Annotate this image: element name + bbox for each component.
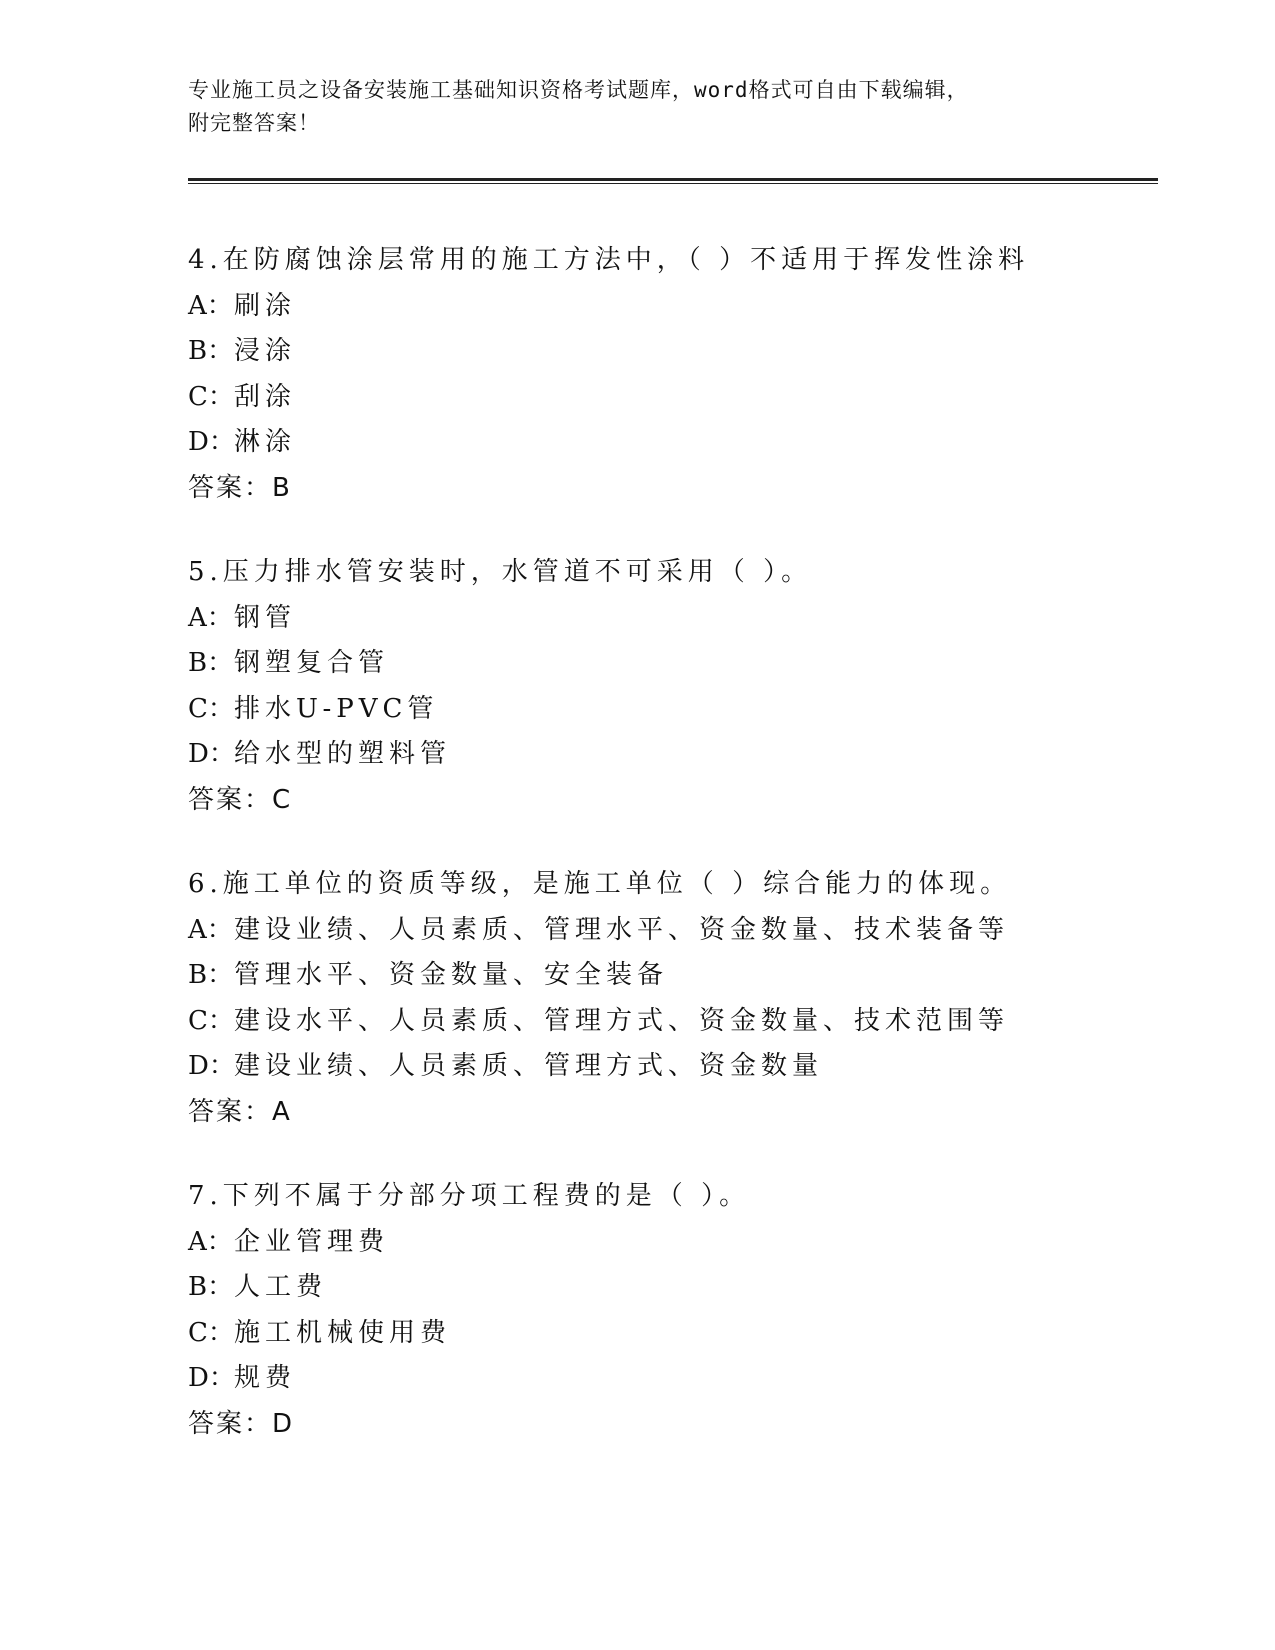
option-a (188, 908, 1188, 954)
option-c (188, 375, 1188, 421)
question-block (188, 1174, 1188, 1447)
option-letter: D： (188, 427, 235, 457)
option-letter: B： (188, 648, 234, 678)
option-text: 建设业绩、人员素质、管理水平、资金数量、技术装备等 (234, 914, 1010, 945)
option-text: 淋涂 (234, 427, 297, 457)
option-text: 刮涂 (234, 381, 297, 412)
question-stem: 5.压力排水管安装时，水管道不可采用（ ）。 (188, 557, 813, 587)
header-line-1: 专业施工员之设备安装施工基础知识资格考试题库，word格式可自由下载编辑， (188, 78, 969, 102)
option-d (188, 420, 1188, 466)
answer-line: 答案：A (188, 1096, 292, 1127)
question-block (188, 862, 1188, 1135)
option-text: 排水U-PVC管 (234, 693, 439, 724)
option-text: 浸涂 (234, 336, 297, 366)
answer-line: 答案：B (188, 472, 292, 503)
option-letter: A： (188, 1226, 233, 1257)
option-b (188, 329, 1188, 375)
option-letter: D： (188, 1051, 235, 1081)
option-a (188, 1220, 1188, 1266)
option-letter: C： (188, 1005, 234, 1036)
option-c (188, 687, 1188, 733)
option-text: 企业管理费 (234, 1226, 390, 1257)
option-a (188, 284, 1188, 330)
option-letter: B： (188, 960, 234, 990)
option-text: 施工机械使用费 (234, 1317, 452, 1348)
answer-line: 答案：D (188, 1408, 295, 1439)
option-text: 给水型的塑料管 (234, 739, 452, 769)
question-stem: 4.在防腐蚀涂层常用的施工方法中，（ ）不适用于挥发性涂料 (188, 245, 1030, 275)
option-d (188, 1044, 1188, 1090)
question-block (188, 238, 1188, 511)
option-c (188, 1311, 1188, 1357)
option-a (188, 596, 1188, 642)
option-letter: B： (188, 1272, 234, 1302)
option-text: 建设业绩、人员素质、管理方式、资金数量 (234, 1051, 824, 1081)
answer-line: 答案：C (188, 784, 293, 815)
option-text: 规费 (234, 1363, 297, 1393)
option-text: 人工费 (234, 1272, 328, 1302)
option-c (188, 999, 1188, 1045)
header-divider-thin (188, 183, 1158, 184)
question-list (188, 238, 1188, 1486)
option-letter: A： (188, 914, 233, 945)
option-letter: D： (188, 739, 235, 769)
question-block (188, 550, 1188, 823)
option-text: 钢管 (234, 602, 297, 633)
option-b (188, 953, 1188, 999)
option-letter: A： (188, 602, 233, 633)
option-text: 刷涂 (234, 290, 297, 321)
option-letter: D： (188, 1363, 235, 1393)
option-letter: C： (188, 1317, 234, 1348)
option-text: 管理水平、资金数量、安全装备 (234, 960, 669, 990)
header-divider-thick (188, 178, 1158, 181)
option-letter: A： (188, 290, 233, 321)
option-d (188, 732, 1188, 778)
option-b (188, 1265, 1188, 1311)
option-text: 建设水平、人员素质、管理方式、资金数量、技术范围等 (234, 1005, 1010, 1036)
option-letter: C： (188, 693, 234, 724)
question-stem: 6.施工单位的资质等级，是施工单位（ ）综合能力的体现。 (188, 869, 1012, 899)
option-b (188, 641, 1188, 687)
option-letter: C： (188, 381, 234, 412)
option-d (188, 1356, 1188, 1402)
document-header (188, 74, 1068, 140)
option-letter: B： (188, 336, 234, 366)
question-stem: 7.下列不属于分部分项工程费的是（ ）。 (188, 1181, 751, 1211)
header-line-2: 附完整答案！ (188, 111, 320, 135)
option-text: 钢塑复合管 (234, 648, 390, 678)
